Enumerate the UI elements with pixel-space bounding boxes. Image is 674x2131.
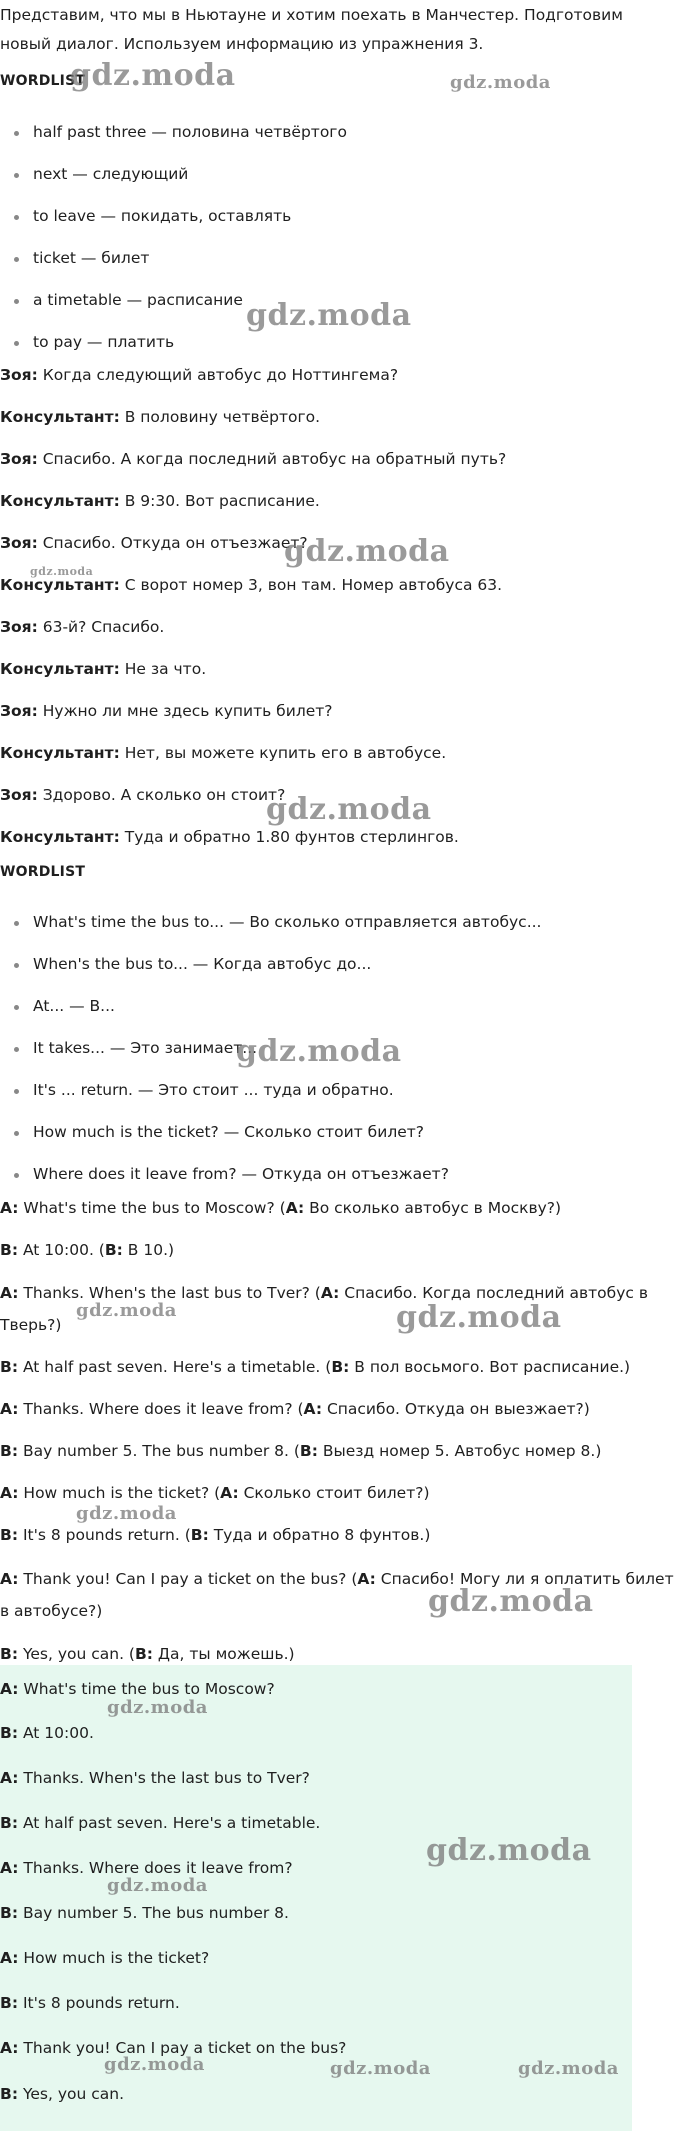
- bullet-icon: [14, 1173, 19, 1178]
- watermark: gdz.moda: [236, 1034, 402, 1069]
- wordlist-item: What's time the bus to... — Во сколько отправляется автобус...: [33, 913, 542, 931]
- bullet-icon: [14, 131, 19, 136]
- dialog-line: Консультант: С ворот номер 3, вон там. Номер автобуса 63.: [0, 576, 503, 594]
- dialog-line: B: Yes, you can. (B: Да, ты можешь.): [0, 1645, 295, 1663]
- answer-line: B: At half past seven. Here's a timetable.: [0, 1814, 321, 1832]
- answer-line: B: Yes, you can.: [0, 2085, 124, 2103]
- watermark: gdz.moda: [76, 1503, 177, 1524]
- dialog-line: B: At 10:00. (B: В 10.): [0, 1241, 175, 1259]
- watermark: gdz.moda: [246, 298, 412, 333]
- answer-line: A: Thank you! Can I pay a ticket on the bus?: [0, 2039, 347, 2057]
- wordlist-item: ticket — билет: [33, 249, 150, 267]
- bullet-icon: [14, 963, 19, 968]
- watermark: gdz.moda: [266, 792, 432, 827]
- watermark: gdz.moda: [450, 72, 551, 93]
- watermark: gdz.moda: [518, 2058, 619, 2079]
- dialog-line: B: Bay number 5. The bus number 8. (B: Выезд номер 5. Автобус номер 8.): [0, 1442, 602, 1460]
- dialog-line: A: How much is the ticket? (A: Сколько стоит билет?): [0, 1484, 430, 1502]
- watermark: gdz.moda: [107, 1875, 208, 1896]
- watermark: gdz.moda: [284, 534, 450, 569]
- wordlist-item: When's the bus to... — Когда автобус до...: [33, 955, 372, 973]
- intro-line-1: Представим, что мы в Ньютауне и хотим поехать в Манчестер. Подготовим: [0, 6, 623, 24]
- answer-line: B: Bay number 5. The bus number 8.: [0, 1904, 289, 1922]
- wordlist-header-2: WORDLIST: [0, 864, 86, 880]
- dialog-line: Консультант: Не за что.: [0, 660, 207, 678]
- wordlist-item: At... — В...: [33, 997, 115, 1015]
- wordlist-item: to pay — платить: [33, 333, 175, 351]
- dialog-line: Консультант: Нет, вы можете купить его в автобусе.: [0, 744, 447, 762]
- dialog-line: Зоя: Нужно ли мне здесь купить билет?: [0, 702, 333, 720]
- dialog-line: A: What's time the bus to Moscow? (A: Во сколько автобус в Москву?): [0, 1199, 562, 1217]
- bullet-icon: [14, 921, 19, 926]
- bullet-icon: [14, 215, 19, 220]
- watermark: gdz.moda: [428, 1584, 594, 1619]
- dialog-line: A: Thanks. When's the last bus to Tver? (A: Спасибо. Когда последний автобус в: [0, 1284, 648, 1302]
- dialog-line-cont: Тверь?): [0, 1316, 62, 1334]
- bullet-icon: [14, 1005, 19, 1010]
- dialog-line: Консультант: В 9:30. Вот расписание.: [0, 492, 320, 510]
- watermark: gdz.moda: [330, 2058, 431, 2079]
- dialog-line: A: Thanks. Where does it leave from? (A: Спасибо. Откуда он выезжает?): [0, 1400, 590, 1418]
- bullet-icon: [14, 1089, 19, 1094]
- wordlist-item: It takes... — Это занимает...: [33, 1039, 258, 1057]
- wordlist-item: next — следующий: [33, 165, 189, 183]
- dialog-line: Зоя: Здорово. А сколько он стоит?: [0, 786, 286, 804]
- watermark: gdz.moda: [396, 1300, 562, 1335]
- bullet-icon: [14, 257, 19, 262]
- dialog-line: A: Thank you! Can I pay a ticket on the bus? (A: Спасибо! Могу ли я оплатить билет: [0, 1570, 674, 1588]
- dialog-line: B: It's 8 pounds return. (B: Туда и обратно 8 фунтов.): [0, 1526, 431, 1544]
- dialog-line: Зоя: Когда следующий автобус до Ноттингема?: [0, 366, 399, 384]
- intro-line-2: новый диалог. Используем информацию из упражнения 3.: [0, 35, 484, 53]
- watermark: gdz.moda: [107, 1697, 208, 1718]
- bullet-icon: [14, 1047, 19, 1052]
- answer-line: B: It's 8 pounds return.: [0, 1994, 180, 2012]
- bullet-icon: [14, 1131, 19, 1136]
- wordlist-item: It's ... return. — Это стоит ... туда и обратно.: [33, 1081, 394, 1099]
- dialog-line: Консультант: Туда и обратно 1.80 фунтов стерлингов.: [0, 828, 459, 846]
- bullet-icon: [14, 173, 19, 178]
- bullet-icon: [14, 299, 19, 304]
- dialog-line: Зоя: 63-й? Спасибо.: [0, 618, 165, 636]
- wordlist-item: How much is the ticket? — Сколько стоит билет?: [33, 1123, 425, 1141]
- dialog-line: B: At half past seven. Here's a timetable. (B: В пол восьмого. Вот расписание.): [0, 1358, 631, 1376]
- watermark: gdz.moda: [426, 1833, 592, 1868]
- answer-line: A: How much is the ticket?: [0, 1949, 210, 1967]
- answer-line: A: What's time the bus to Moscow?: [0, 1680, 275, 1698]
- watermark: gdz.moda: [30, 565, 94, 578]
- wordlist-item: to leave — покидать, оставлять: [33, 207, 292, 225]
- dialog-line-cont: в автобусе?): [0, 1602, 103, 1620]
- wordlist-item: a timetable — расписание: [33, 291, 243, 309]
- watermark: gdz.moda: [76, 1300, 177, 1321]
- wordlist-item: Where does it leave from? — Откуда он отъезжает?: [33, 1165, 449, 1183]
- dialog-line: Зоя: Спасибо. А когда последний автобус на обратный путь?: [0, 450, 507, 468]
- wordlist-item: half past three — половина четвёртого: [33, 123, 347, 141]
- watermark: gdz.moda: [104, 2054, 205, 2075]
- bullet-icon: [14, 341, 19, 346]
- wordlist-header-1: WORDLIST: [0, 73, 86, 89]
- answer-line: A: Thanks. When's the last bus to Tver?: [0, 1769, 310, 1787]
- answer-line: B: At 10:00.: [0, 1724, 94, 1742]
- answer-line: A: Thanks. Where does it leave from?: [0, 1859, 293, 1877]
- watermark: gdz.moda: [70, 58, 236, 93]
- dialog-line: Зоя: Спасибо. Откуда он отъезжает?: [0, 534, 308, 552]
- dialog-line: Консультант: В половину четвёртого.: [0, 408, 321, 426]
